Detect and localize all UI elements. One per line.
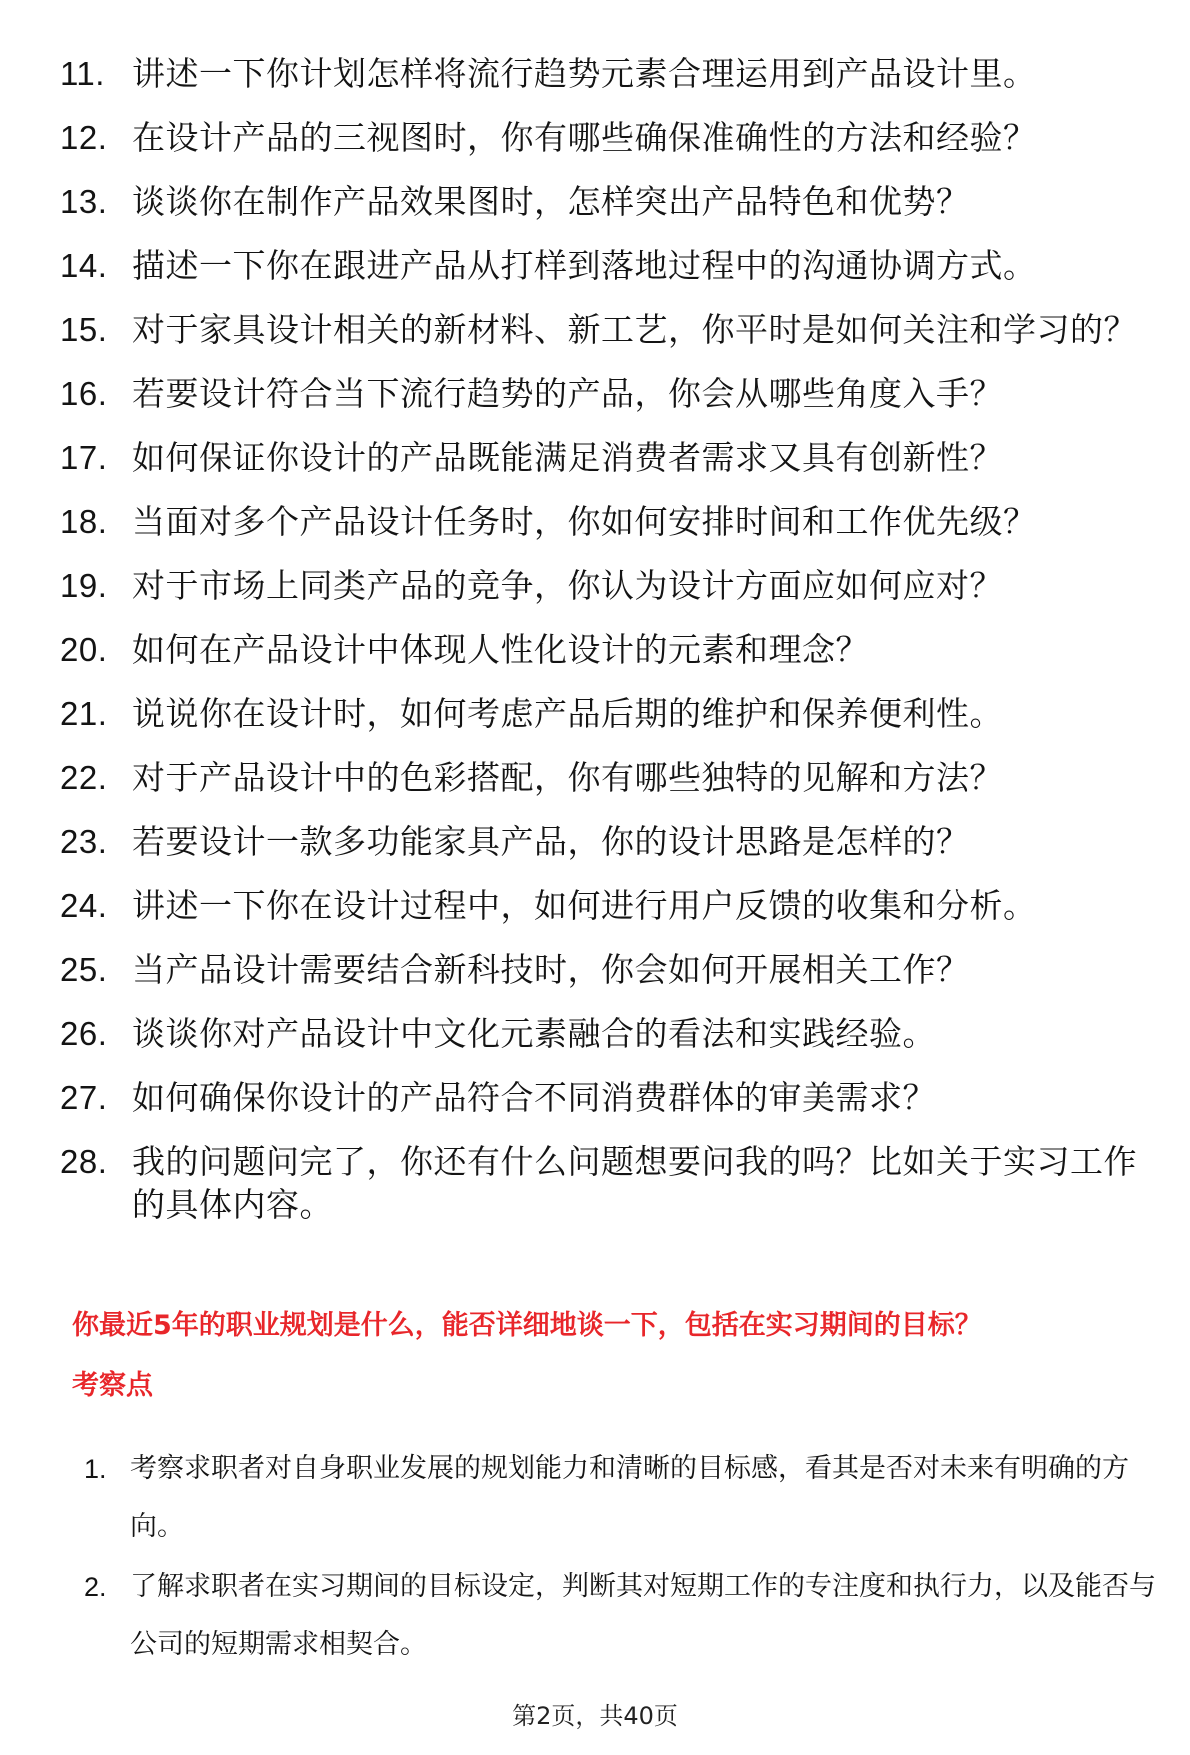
item-number: 28. (60, 1143, 108, 1180)
item-number: 25. (60, 951, 108, 988)
item-text: 如何保证你设计的产品既能满足消费者需求又具有创新性？ (132, 438, 1003, 477)
list-item (60, 820, 1150, 863)
item-number: 23. (60, 823, 108, 860)
item-number: 20. (60, 631, 108, 668)
list-item (60, 116, 1150, 159)
item-text: 对于家具设计相关的新材料、新工艺，你平时是如何关注和学习的？ (132, 310, 1137, 349)
item-text: 谈谈你在制作产品效果图时，怎样突出产品特色和优势？ (132, 182, 970, 221)
list-item (60, 756, 1150, 799)
list-item (60, 692, 1150, 735)
item-text: 讲述一下你在设计过程中，如何进行用户反馈的收集和分析。 (132, 886, 1037, 925)
list-item (60, 948, 1150, 991)
item-number: 14. (60, 247, 108, 284)
list-item (60, 52, 1150, 95)
item-text: 谈谈你对产品设计中文化元素融合的看法和实践经验。 (132, 1014, 936, 1053)
point-list (84, 1440, 1164, 1676)
list-item (60, 628, 1150, 671)
list-item (60, 244, 1150, 287)
item-number: 22. (60, 759, 108, 796)
section-heading: 考察点 (72, 1370, 153, 1401)
item-number: 19. (60, 567, 108, 604)
list-item (60, 564, 1150, 607)
page-footer: 第2页，共40页 (512, 1702, 678, 1730)
list-item (84, 1440, 1164, 1556)
item-number: 2. (84, 1572, 107, 1602)
list-item (60, 436, 1150, 479)
list-item (60, 500, 1150, 543)
item-number: 18. (60, 503, 108, 540)
item-number: 12. (60, 119, 108, 156)
item-text: 如何在产品设计中体现人性化设计的元素和理念？ (132, 630, 869, 669)
list-item (60, 372, 1150, 415)
item-number: 11. (60, 55, 105, 92)
highlight-question: 你最近5年的职业规划是什么，能否详细地谈一下，包括在实习期间的目标？ (72, 1310, 982, 1341)
item-text: 考察求职者对自身职业发展的规划能力和清晰的目标感，看其是否对未来有明确的方向。 (130, 1453, 1129, 1542)
item-number: 21. (60, 695, 108, 732)
list-item (60, 1012, 1150, 1055)
list-item (84, 1558, 1164, 1674)
list-item (60, 308, 1150, 351)
list-item (60, 180, 1150, 223)
item-text: 对于市场上同类产品的竞争，你认为设计方面应如何应对？ (132, 566, 1003, 605)
list-item (60, 1076, 1150, 1119)
item-text: 若要设计符合当下流行趋势的产品，你会从哪些角度入手？ (132, 374, 1003, 413)
question-list (60, 52, 1150, 1247)
item-number: 17. (60, 439, 108, 476)
item-text: 我的问题问完了，你还有什么问题想要问我的吗？比如关于实习工作的具体内容。 (132, 1142, 1137, 1224)
item-text: 如何确保你设计的产品符合不同消费群体的审美需求？ (132, 1078, 936, 1117)
item-number: 13. (60, 183, 108, 220)
item-number: 1. (84, 1454, 107, 1484)
item-number: 15. (60, 311, 108, 348)
item-text: 当产品设计需要结合新科技时，你会如何开展相关工作？ (132, 950, 970, 989)
item-text: 讲述一下你计划怎样将流行趋势元素合理运用到产品设计里。 (132, 54, 1037, 93)
item-number: 24. (60, 887, 108, 924)
item-number: 27. (60, 1079, 108, 1116)
list-item (60, 884, 1150, 927)
item-text: 对于产品设计中的色彩搭配，你有哪些独特的见解和方法？ (132, 758, 1003, 797)
item-text: 当面对多个产品设计任务时，你如何安排时间和工作优先级？ (132, 502, 1037, 541)
item-number: 16. (60, 375, 108, 412)
item-text: 在设计产品的三视图时，你有哪些确保准确性的方法和经验？ (132, 118, 1037, 157)
list-item (60, 1140, 1150, 1226)
item-text: 若要设计一款多功能家具产品，你的设计思路是怎样的？ (132, 822, 970, 861)
item-number: 26. (60, 1015, 108, 1052)
item-text: 了解求职者在实习期间的目标设定，判断其对短期工作的专注度和执行力，以及能否与公司的短期需求相契合。 (130, 1571, 1156, 1660)
item-text: 说说你在设计时，如何考虑产品后期的维护和保养便利性。 (132, 694, 1003, 733)
item-text: 描述一下你在跟进产品从打样到落地过程中的沟通协调方式。 (132, 246, 1037, 285)
